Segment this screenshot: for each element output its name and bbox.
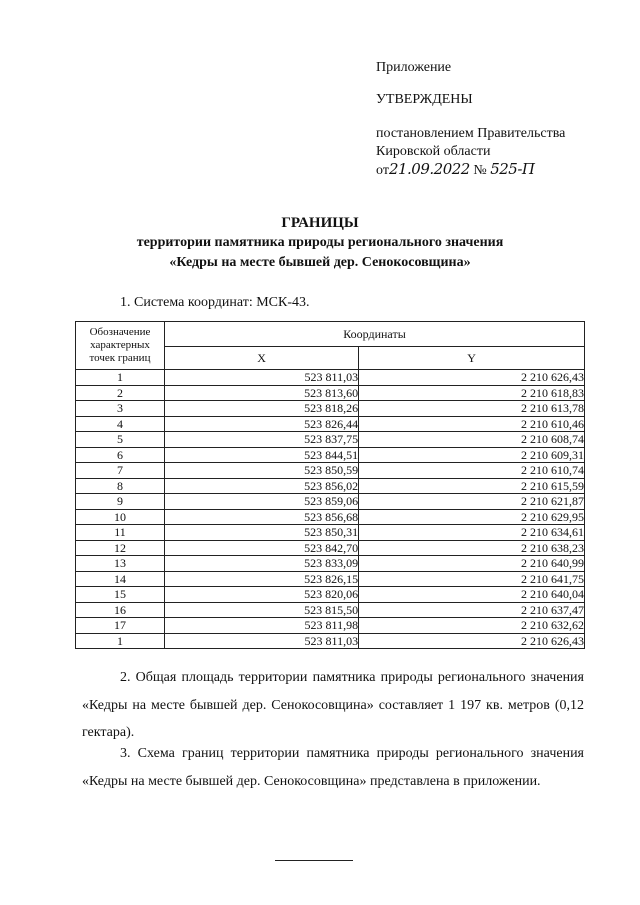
table-row: [76, 556, 585, 572]
coord-x: 523 842,70: [165, 540, 359, 556]
decree-line-1: постановлением Правительства: [376, 126, 566, 141]
footer-rule: [275, 860, 353, 861]
coord-x: 523 826,15: [165, 571, 359, 587]
point-number: 16: [76, 602, 165, 618]
point-number: 8: [76, 478, 165, 494]
point-number: 11: [76, 525, 165, 541]
table-row: [76, 571, 585, 587]
point-number: 1: [76, 633, 165, 649]
point-number: 15: [76, 587, 165, 603]
coord-x: 523 850,59: [165, 463, 359, 479]
coordinate-system: 1. Система координат: МСК-43.: [120, 295, 310, 310]
table-row: [76, 525, 585, 541]
decree-line-2: Кировской области: [376, 144, 491, 159]
table-row: [76, 618, 585, 634]
number-prefix: №: [473, 163, 487, 178]
approved-label: УТВЕРЖДЕНЫ: [376, 92, 473, 107]
coord-y: 2 210 621,87: [359, 494, 585, 510]
point-number: 17: [76, 618, 165, 634]
point-number: 7: [76, 463, 165, 479]
coord-x: 523 856,68: [165, 509, 359, 525]
coord-y: 2 210 629,95: [359, 509, 585, 525]
coord-x: 523 844,51: [165, 447, 359, 463]
coord-y: 2 210 609,31: [359, 447, 585, 463]
point-number: 13: [76, 556, 165, 572]
coord-y: 2 210 637,47: [359, 602, 585, 618]
coord-x: 523 811,03: [165, 633, 359, 649]
number-handwritten: 525-П: [490, 160, 535, 178]
table-row: [76, 401, 585, 417]
coord-y: 2 210 613,78: [359, 401, 585, 417]
table-row: [76, 432, 585, 448]
paragraph-scheme: 3. Схема границ территории памятника природы регионального значения «Кедры на месте бывшей дер. Сенокосовщина» представлена в приложении.: [82, 746, 584, 789]
table-row: [76, 447, 585, 463]
point-number: 9: [76, 494, 165, 510]
coord-x: 523 826,44: [165, 416, 359, 432]
coord-y: 2 210 640,04: [359, 587, 585, 603]
coord-y: 2 210 608,74: [359, 432, 585, 448]
coord-x: 523 815,50: [165, 602, 359, 618]
point-number: 12: [76, 540, 165, 556]
table-row: [76, 540, 585, 556]
point-number: 1: [76, 370, 165, 386]
coord-x: 523 820,06: [165, 587, 359, 603]
table-row: [76, 602, 585, 618]
table-row: [76, 370, 585, 386]
coord-y: 2 210 610,74: [359, 463, 585, 479]
header-points: Обозначение характерных точек границ: [76, 322, 165, 370]
coordinates-table: [75, 321, 585, 649]
point-number: 5: [76, 432, 165, 448]
coord-y: 2 210 618,83: [359, 385, 585, 401]
table-row: [76, 587, 585, 603]
document-subtitle-1: территории памятника природы регионального значения: [136, 235, 504, 250]
appendix-label: Приложение: [376, 60, 452, 75]
header-y: Y: [359, 347, 585, 370]
coord-x: 523 850,31: [165, 525, 359, 541]
coord-y: 2 210 640,99: [359, 556, 585, 572]
coord-x: 523 859,06: [165, 494, 359, 510]
document-subtitle-2: «Кедры на месте бывшей дер. Сенокосовщина»: [169, 255, 471, 270]
header-x: X: [165, 347, 359, 370]
coord-y: 2 210 632,62: [359, 618, 585, 634]
date-handwritten: 21.09.2022: [388, 160, 470, 178]
date-prefix: от: [376, 163, 389, 178]
coord-x: 523 837,75: [165, 432, 359, 448]
coord-y: 2 210 626,43: [359, 370, 585, 386]
coord-y: 2 210 638,23: [359, 540, 585, 556]
decree-date-line: [376, 160, 616, 179]
point-number: 4: [76, 416, 165, 432]
header-coordinates: Координаты: [165, 322, 585, 347]
coord-x: 523 811,03: [165, 370, 359, 386]
coord-x: 523 811,98: [165, 618, 359, 634]
coord-y: 2 210 634,61: [359, 525, 585, 541]
table-row: [76, 478, 585, 494]
document-title: ГРАНИЦЫ: [281, 215, 359, 231]
point-number: 3: [76, 401, 165, 417]
point-number: 14: [76, 571, 165, 587]
table-row: [76, 509, 585, 525]
table-row: [76, 416, 585, 432]
table-row: [76, 633, 585, 649]
coord-x: 523 818,26: [165, 401, 359, 417]
table-row: [76, 463, 585, 479]
coord-y: 2 210 626,43: [359, 633, 585, 649]
coord-y: 2 210 641,75: [359, 571, 585, 587]
table-row: [76, 494, 585, 510]
coord-x: 523 833,09: [165, 556, 359, 572]
point-number: 10: [76, 509, 165, 525]
coord-x: 523 856,02: [165, 478, 359, 494]
table-row: [76, 385, 585, 401]
coord-y: 2 210 615,59: [359, 478, 585, 494]
coord-x: 523 813,60: [165, 385, 359, 401]
point-number: 6: [76, 447, 165, 463]
paragraph-area: 2. Общая площадь территории памятника природы регионального значения «Кедры на месте бывшей дер. Сенокосовщина» составляет 1 197 кв. метров (0,12 гектара).: [82, 670, 584, 740]
coord-y: 2 210 610,46: [359, 416, 585, 432]
point-number: 2: [76, 385, 165, 401]
